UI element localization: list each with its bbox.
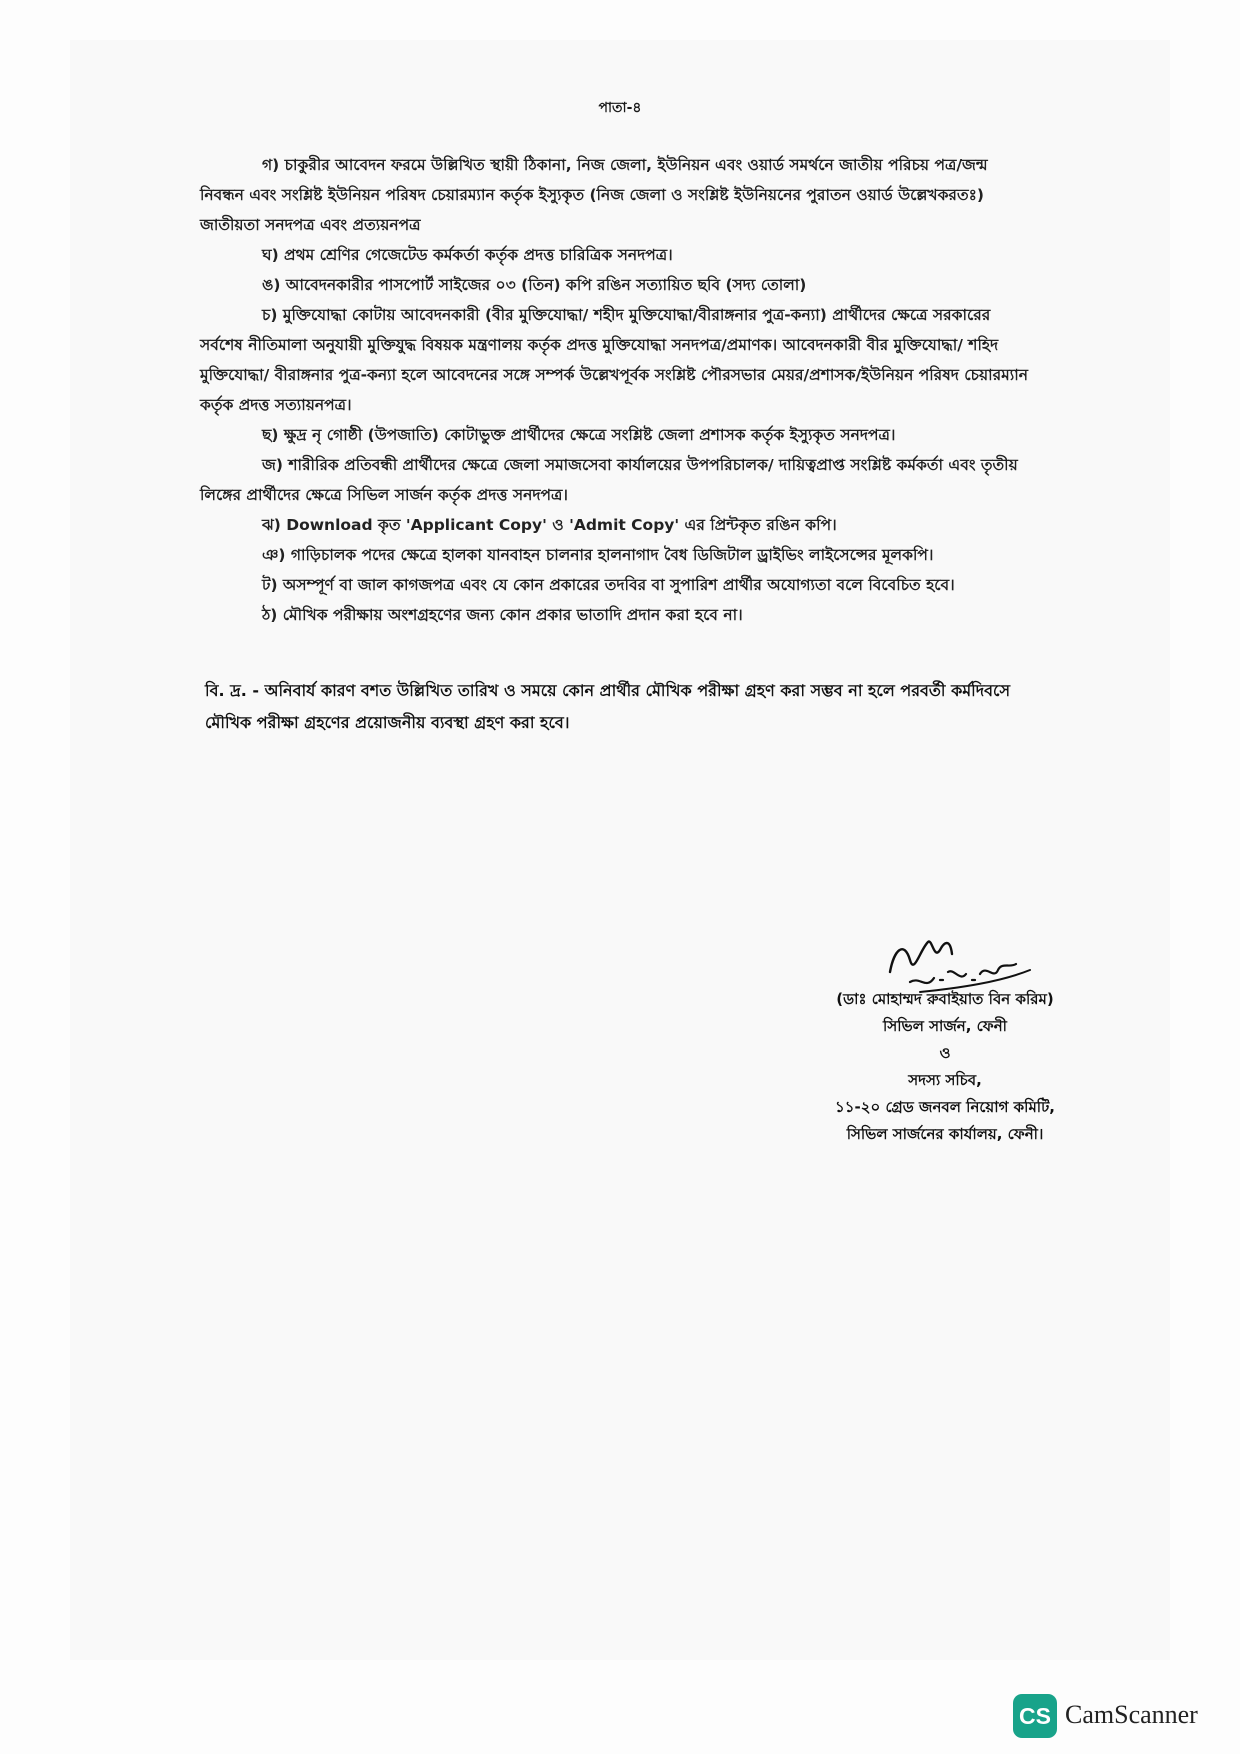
signatory-name: (ডাঃ মোহাম্মদ রুবাইয়াত বিন করিম)	[836, 990, 1054, 1008]
signatory-title: সিভিল সার্জন, ফেনী	[883, 1017, 1007, 1035]
requirements-list	[200, 150, 1030, 630]
list-item-nya: ঞ) গাড়িচালক পদের ক্ষেত্রে হালকা যানবাহন চালনার হালনাগাদ বৈধ ডিজিটাল ড্রাইভিং লাইসেন্সের মূলকপি।	[262, 546, 934, 564]
list-item-gha: ঘ) প্রথম শ্রেণির গেজেটেড কর্মকর্তা কর্তৃক প্রদত্ত চারিত্রিক সনদপত্র।	[262, 246, 673, 264]
page-number: পাতা-৪	[598, 100, 642, 116]
special-note: বি. দ্র. - অনিবার্য কারণ বশত উল্লিখিত তারিখ ও সময়ে কোন প্রার্থীর মৌখিক পরীক্ষা গ্রহণ করা সম্ভব না হলে পরবর্তী কর্মদিবসে মৌখিক পরীক্ষা গ্রহণের প্রয়োজনীয় ব্যবস্থা গ্রহণ করা হবে।	[205, 681, 1011, 732]
list-item-chha: ছ) ক্ষুদ্র নৃ গোষ্ঠী (উপজাতি) কোটাভুক্ত প্রার্থীদের ক্ষেত্রে সংশ্লিষ্ট জেলা প্রশাসক কর্তৃক ইস্যুকৃত সনদপত্র।	[262, 426, 896, 444]
list-item-jha: ঝ) Download কৃত 'Applicant Copy' ও 'Admit Copy' এর প্রিন্টকৃত রঙিন কপি।	[262, 516, 837, 534]
list-item-ja: জ) শারীরিক প্রতিবন্ধী প্রার্থীদের ক্ষেত্রে জেলা সমাজসেবা কার্যালয়ের উপপরিচালক/ দায়িত্বপ্রাপ্ত সংশ্লিষ্ট কর্মকর্তা এবং তৃতীয় লিঙ্গের প্রার্থীদের ক্ষেত্রে সিভিল সার্জন কর্তৃক প্রদত্ত সনদপত্র।	[200, 456, 1018, 504]
list-item-ta: ট) অসম্পূর্ণ বা জাল কাগজপত্র এবং যে কোন প্রকারের তদবির বা সুপারিশ প্রার্থীর অযোগ্যতা বলে বিবেচিত হবে।	[262, 576, 955, 594]
signatory-office: সিভিল সার্জনের কার্যালয়, ফেনী।	[846, 1125, 1044, 1143]
signatory-role: সদস্য সচিব,	[908, 1071, 982, 1089]
signatory-committee: ১১-২০ গ্রেড জনবল নিয়োগ কমিটি,	[835, 1098, 1055, 1116]
list-item-uma: ঙ) আবেদনকারীর পাসপোর্ট সাইজের ০৩ (তিন) কপি রঙিন সত্যায়িত ছবি (সদ্য তোলা)	[262, 276, 807, 294]
list-item-tha: ঠ) মৌখিক পরীক্ষায় অংশগ্রহণের জন্য কোন প্রকার ভাতাদি প্রদান করা হবে না।	[262, 606, 743, 624]
camscanner-brand: CamScanner	[1065, 1700, 1198, 1729]
list-item-ga: গ) চাকুরীর আবেদন ফরমে উল্লিখিত স্থায়ী ঠিকানা, নিজ জেলা, ইউনিয়ন এবং ওয়ার্ড সমর্থনে জাতীয় পরিচয় পত্র/জন্ম নিবন্ধন এবং সংশ্লিষ্ট ইউনিয়ন পরিষদ চেয়ারম্যান কর্তৃক ইস্যুকৃত (নিজ জেলা ও সংশ্লিষ্ট ইউনিয়নের পুরাতন ওয়ার্ড উল্লেখকরতঃ) জাতীয়তা সনদপত্র এবং প্রত্যয়নপত্র	[200, 156, 988, 234]
list-item-cha: চ) মুক্তিযোদ্ধা কোটায় আবেদনকারী (বীর মুক্তিযোদ্ধা/ শহীদ মুক্তিযোদ্ধা/বীরাঙ্গনার পুত্র-কন্যা) প্রার্থীদের ক্ষেত্রে সরকারের সর্বশেষ নীতিমালা অনুযায়ী মুক্তিযুদ্ধ বিষয়ক মন্ত্রণালয় কর্তৃক প্রদত্ত মুক্তিযোদ্ধা সনদপত্র/প্রমাণক। আবেদনকারী বীর মুক্তিযোদ্ধা/ শহিদ মুক্তিযোদ্ধা/ বীরাঙ্গনার পুত্র-কন্যা হলে আবেদনের সঙ্গে সম্পর্ক উল্লেখপূর্বক সংশ্লিষ্ট পৌরসভার মেয়র/প্রশাসক/ইউনিয়ন পরিষদ চেয়ারম্যান কর্তৃক প্রদত্ত সত্যায়নপত্র।	[200, 306, 1028, 414]
camscanner-logo-icon: CS	[1013, 1694, 1057, 1738]
signature-block	[800, 986, 1090, 1148]
signatory-conjunction: ও	[939, 1044, 951, 1062]
